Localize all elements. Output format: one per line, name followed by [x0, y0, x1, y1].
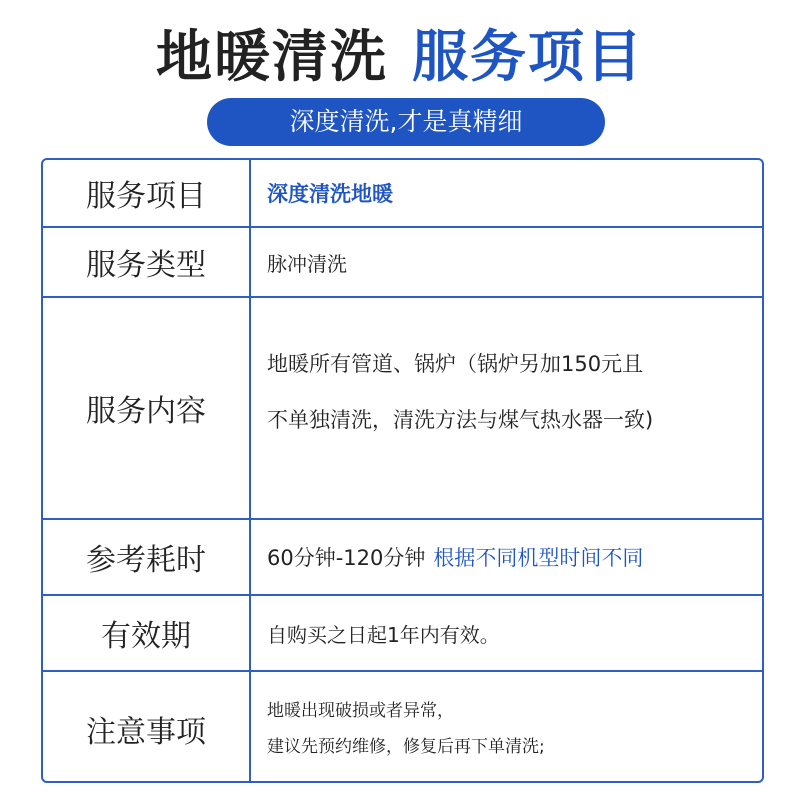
row-label: 服务类型: [43, 228, 251, 296]
title-part1: 地暖清洗: [156, 25, 388, 90]
row-value: [267, 160, 748, 226]
table-row-duration: [43, 520, 762, 596]
row-label: 参考耗时: [43, 520, 251, 594]
notes-line: 地暖出现破损或者异常，: [267, 700, 454, 721]
table-row-notes: [43, 672, 762, 783]
row-label: 服务内容: [43, 298, 251, 518]
row-value: [267, 672, 748, 783]
table-row-service-item: [43, 160, 762, 228]
service-table: [41, 158, 764, 783]
service-type-value: 脉冲清洗: [267, 251, 347, 276]
table-row-service-type: [43, 228, 762, 298]
row-label: 服务项目: [43, 160, 251, 226]
subtitle-badge: 深度清洗,才是真精细: [207, 98, 605, 146]
notes-line: 建议先预约维修，修复后再下单清洗;: [267, 736, 545, 757]
duration-value: 60分钟-120分钟: [267, 546, 426, 570]
service-item-value: 深度清洗地暖: [267, 182, 393, 206]
service-content-line: 地暖所有管道、锅炉（锅炉另加150元且: [267, 352, 644, 376]
service-content-line: 不单独清洗，清洗方法与煤气热水器一致): [267, 408, 654, 432]
row-value: [267, 520, 748, 594]
row-label: 有效期: [43, 596, 251, 670]
validity-value: 自购买之日起1年内有效。: [267, 622, 500, 647]
row-value: [267, 298, 748, 518]
table-row-validity: [43, 596, 762, 672]
duration-note: 根据不同机型时间不同: [433, 546, 644, 570]
table-row-service-content: [43, 298, 762, 520]
page-title: [0, 22, 800, 94]
title-part2: 服务项目: [412, 25, 644, 90]
row-value: [267, 228, 748, 296]
row-label: 注意事项: [43, 672, 251, 783]
row-value: [267, 596, 748, 670]
